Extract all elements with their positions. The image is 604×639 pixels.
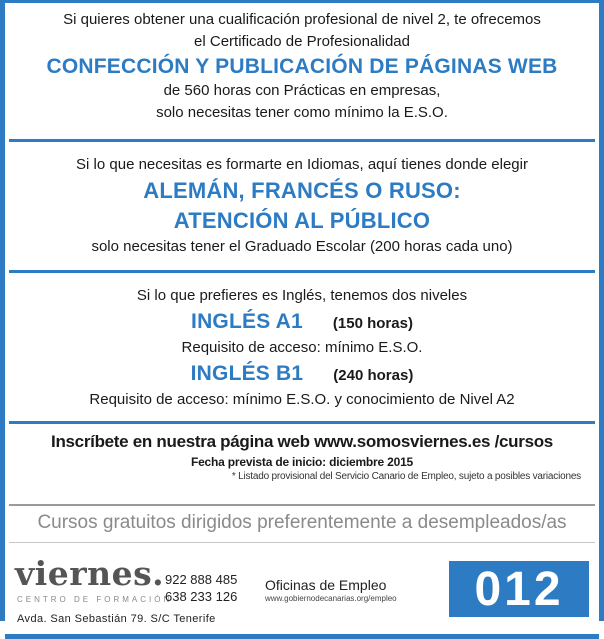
section-certificado bbox=[5, 3, 599, 139]
level-requirement: Requisito de acceso: mínimo E.S.O. bbox=[181, 339, 423, 356]
viernes-logo: viernes. bbox=[15, 554, 165, 593]
phone-2: 638 233 126 bbox=[165, 589, 238, 604]
course-hours-text: de 560 horas con Prácticas en empresas, bbox=[163, 82, 441, 99]
phone-1: 922 888 485 bbox=[165, 572, 238, 587]
start-date: Fecha prevista de inicio: diciembre 2015 bbox=[190, 455, 414, 469]
ingles-intro: Si lo que prefieres es Inglés, tenemos dos niveles bbox=[136, 287, 468, 304]
course-requirement-text: solo necesitas tener como mínimo la E.S.O. bbox=[156, 104, 448, 121]
level-row-b1 bbox=[5, 359, 599, 389]
level-row-a1 bbox=[5, 307, 599, 337]
section-idiomas bbox=[5, 142, 599, 270]
free-courses-text: Cursos gratuitos dirigidos preferentemente a desempleados/as bbox=[37, 512, 567, 533]
badge-012 bbox=[449, 561, 589, 617]
section-ingles bbox=[5, 273, 599, 421]
level-hours: (150 horas) bbox=[332, 315, 413, 332]
level-requirement: Requisito de acceso: mínimo E.S.O. y conocimiento de Nivel A2 bbox=[89, 391, 515, 408]
idiomas-title-1: ALEMÁN, FRANCÉS O RUSO: bbox=[143, 178, 461, 203]
badge-text: 012 bbox=[474, 562, 564, 616]
phone-numbers bbox=[165, 571, 237, 605]
intro-text: Si quieres obtener una cualificación profesional de nivel 2, te ofrecemos bbox=[63, 11, 541, 28]
level-name: INGLÉS A1 bbox=[191, 310, 303, 333]
intro-text-2: el Certificado de Profesionalidad bbox=[194, 33, 410, 50]
idiomas-intro: Si lo que necesitas es formarte en Idiomas, aquí tienes donde elegir bbox=[76, 156, 528, 173]
oficinas-title: Oficinas de Empleo bbox=[265, 577, 387, 593]
idiomas-title-2: ATENCIÓN AL PÚBLICO bbox=[173, 208, 431, 233]
address-text: Avda. San Sebastián 79. S/C Tenerife bbox=[17, 613, 216, 625]
bottom-border bbox=[5, 634, 599, 639]
course-title-web: CONFECCIÓN Y PUBLICACIÓN DE PÁGINAS WEB bbox=[46, 55, 558, 78]
signup-cta: Inscríbete en nuestra página web www.somosviernes.es /cursos bbox=[51, 432, 553, 451]
disclaimer-note: * Listado provisional del Servicio Canario de Empleo, sujeto a posibles variaciones bbox=[231, 471, 581, 482]
oficinas-empleo bbox=[265, 577, 397, 604]
oficinas-url: www.gobiernodecanarias.org/empleo bbox=[265, 594, 397, 603]
footer bbox=[5, 543, 599, 639]
level-name: INGLÉS B1 bbox=[190, 362, 304, 385]
section-inscripcion bbox=[5, 424, 599, 504]
level-hours: (240 horas) bbox=[333, 367, 414, 384]
idiomas-requirement: solo necesitas tener el Graduado Escolar (200 horas cada uno) bbox=[91, 238, 513, 255]
logo-subtitle: CENTRO DE FORMACIÓN bbox=[17, 595, 173, 604]
